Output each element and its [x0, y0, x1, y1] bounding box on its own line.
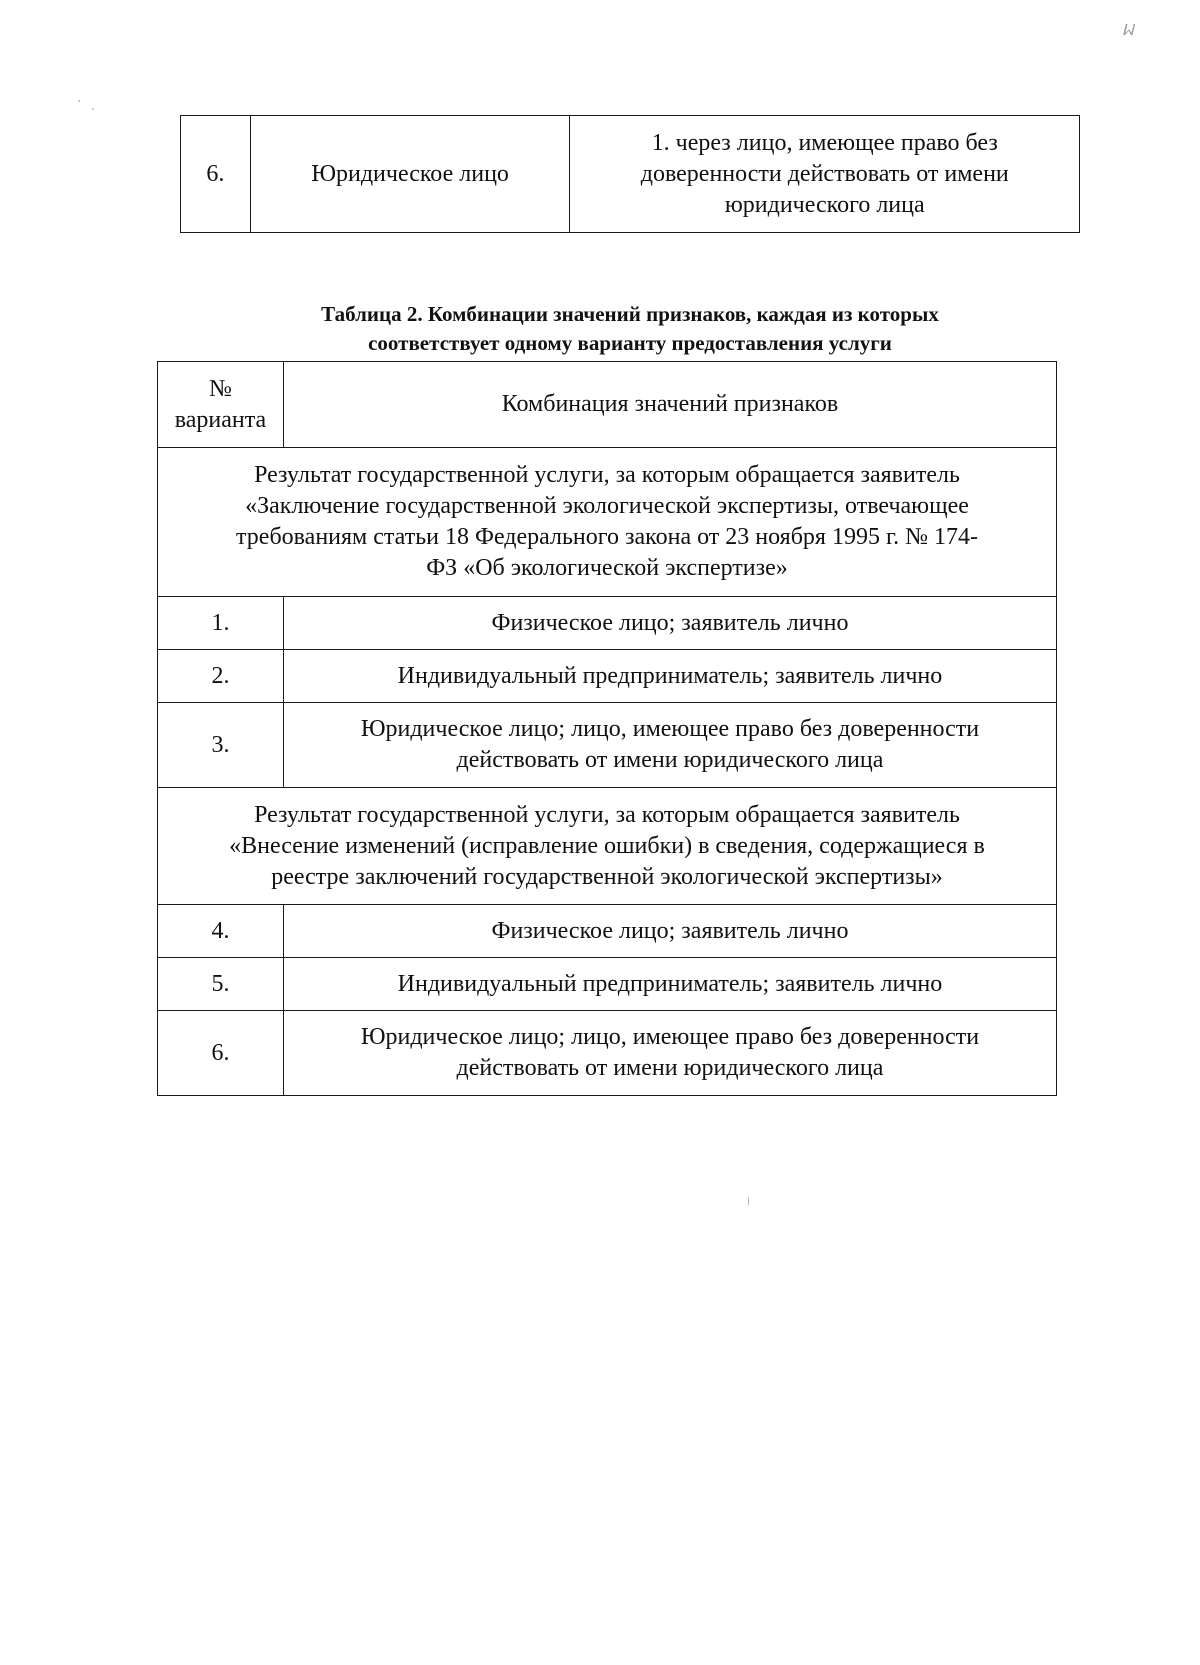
- cell-text-line: 1. через лицо, имеющее право без: [651, 129, 998, 156]
- variant-number-cell: 6.: [158, 1011, 284, 1096]
- caption-line: Таблица 2. Комбинации значений признаков, каждая из которых: [321, 302, 939, 326]
- combination-cell: [283, 703, 1056, 788]
- combination-cell: Физическое лицо; заявитель лично: [283, 597, 1056, 650]
- cell-text-line: Юридическое лицо; лицо, имеющее право без доверенности: [360, 716, 980, 742]
- cell-text-line: доверенности действовать от имени: [640, 160, 1009, 187]
- scan-speck: [92, 108, 94, 110]
- applicant-cell: Юридическое лицо: [250, 116, 570, 233]
- variant-number-cell: 3.: [158, 703, 284, 788]
- previous-table-fragment: [180, 115, 1080, 233]
- cell-text-line: Юридическое лицо; лицо, имеющее право без доверенности: [360, 1024, 980, 1050]
- caption-line: соответствует одному варианту предоставления услуги: [368, 331, 892, 355]
- group-title-cell: [158, 448, 1057, 597]
- scan-speck: [78, 100, 80, 102]
- table-row: [158, 703, 1057, 788]
- combination-cell: [283, 1011, 1056, 1096]
- header-text-line: №: [209, 375, 232, 402]
- table-row: [158, 650, 1057, 703]
- table-2: [157, 361, 1057, 1096]
- header-text-line: варианта: [174, 406, 267, 433]
- variant-number-cell: 5.: [158, 958, 284, 1011]
- table-header-row: [158, 362, 1057, 448]
- method-cell: [570, 116, 1080, 233]
- group-title-line: реестре заключений государственной экологической экспертизы»: [271, 863, 943, 890]
- scan-speck: [748, 1197, 749, 1205]
- variant-number-cell: 2.: [158, 650, 284, 703]
- row-number-cell: 6.: [181, 116, 251, 233]
- table-row: [158, 597, 1057, 650]
- table-row: [158, 958, 1057, 1011]
- table-row: [181, 116, 1080, 233]
- cell-text-line: действовать от имени юридического лица: [456, 747, 884, 773]
- table-2-caption: [180, 300, 1080, 358]
- group-title-cell: [158, 788, 1057, 905]
- combination-cell: Физическое лицо; заявитель лично: [283, 905, 1056, 958]
- variant-number-cell: 1.: [158, 597, 284, 650]
- group-title-line: «Заключение государственной экологической экспертизы, отвечающее: [245, 493, 969, 519]
- table-row: [158, 905, 1057, 958]
- cell-text-line: действовать от имени юридического лица: [456, 1055, 884, 1081]
- group-title-line: требованиям статьи 18 Федерального закона от 23 ноября 1995 г. № 174-: [236, 524, 978, 550]
- group-title-line: ФЗ «Об экологической экспертизе»: [426, 555, 788, 581]
- header-combination-cell: Комбинация значений признаков: [283, 362, 1056, 448]
- page-number-handwritten: ᥕ: [1122, 18, 1135, 40]
- combination-cell: Индивидуальный предприниматель; заявитель лично: [283, 650, 1056, 703]
- table-row: [158, 1011, 1057, 1096]
- group-title-line: Результат государственной услуги, за которым обращается заявитель: [254, 801, 960, 828]
- group-title-line: «Внесение изменений (исправление ошибки) в сведения, содержащиеся в: [229, 832, 985, 859]
- group-title-line: Результат государственной услуги, за которым обращается заявитель: [254, 462, 960, 488]
- group-title-row: [158, 788, 1057, 905]
- group-title-row: [158, 448, 1057, 597]
- header-number-cell: [158, 362, 284, 448]
- variant-number-cell: 4.: [158, 905, 284, 958]
- combination-cell: Индивидуальный предприниматель; заявитель лично: [283, 958, 1056, 1011]
- cell-text-line: юридического лица: [724, 191, 925, 218]
